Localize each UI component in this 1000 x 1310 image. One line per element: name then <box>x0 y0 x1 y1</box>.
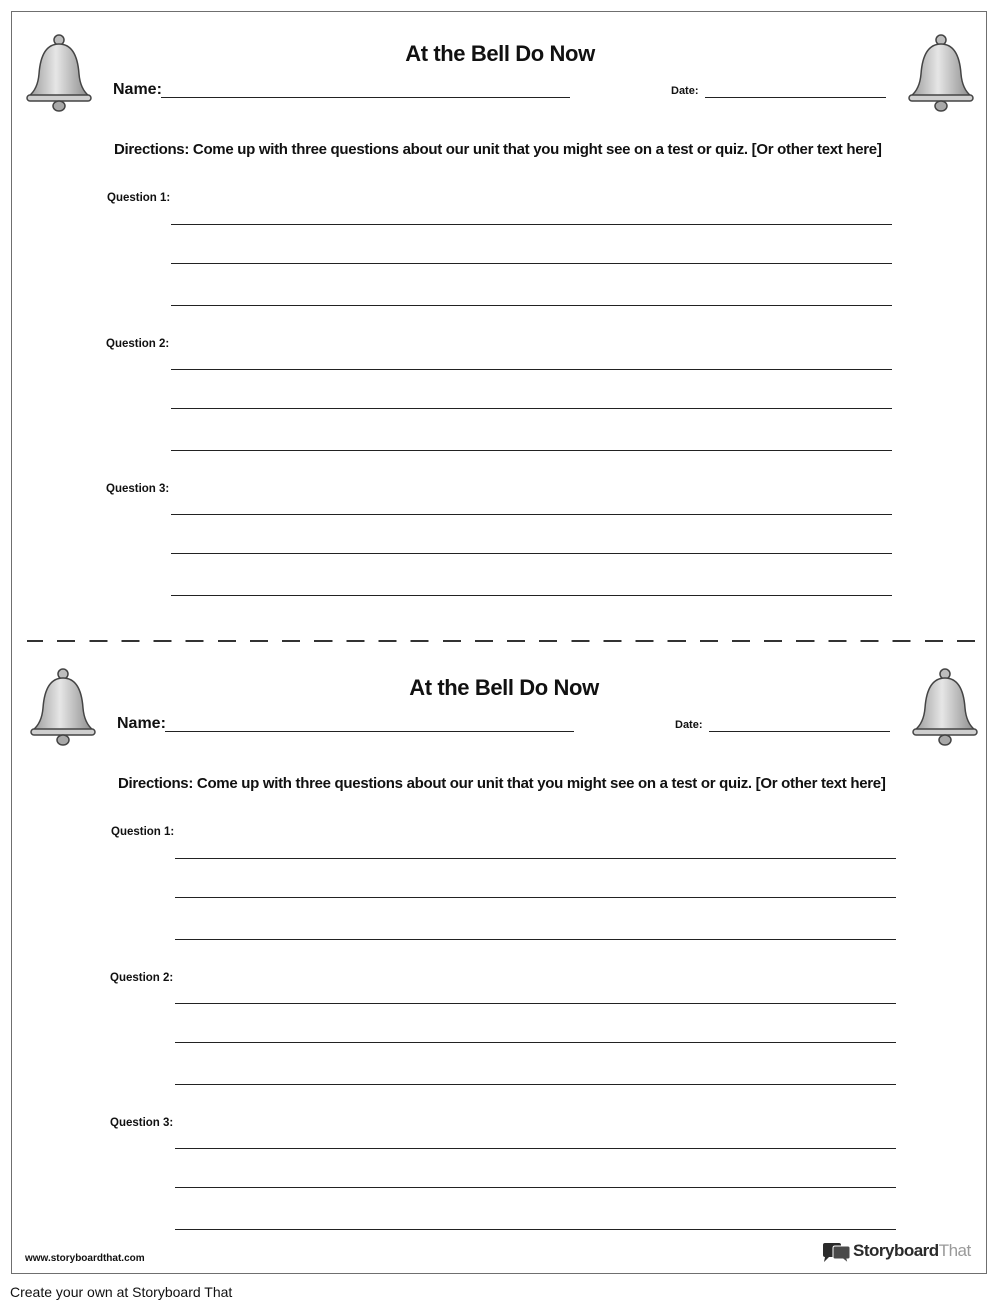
question-1-answer-line[interactable] <box>175 939 896 940</box>
question-1-answer-line[interactable] <box>175 897 896 898</box>
worksheet-page <box>11 11 987 1274</box>
question-2-answer-line[interactable] <box>175 1084 896 1085</box>
brand-name-primary: Storyboard <box>853 1241 939 1260</box>
worksheet-title: At the Bell Do Now <box>405 41 595 66</box>
question-1-label: Question 1: <box>107 192 171 204</box>
question-2-answer-line[interactable] <box>171 450 892 451</box>
worksheet-title: At the Bell Do Now <box>409 675 599 700</box>
date-label: Date: <box>671 85 699 97</box>
brand-name-secondary: That <box>938 1241 971 1260</box>
date-field[interactable] <box>705 97 886 98</box>
cut-line-divider <box>27 640 977 642</box>
question-1-label: Question 1: <box>111 826 175 838</box>
question-2-answer-line[interactable] <box>171 369 892 370</box>
question-3-answer-line[interactable] <box>171 553 892 554</box>
directions-text: Directions: Come up with three questions about our unit that you might see on a test or quiz. [Or other text here] <box>114 141 882 158</box>
question-3-label: Question 3: <box>110 1117 174 1129</box>
bottom-caption[interactable]: Create your own at Storyboard That <box>10 1284 233 1300</box>
name-label: Name: <box>113 81 162 98</box>
question-1-answer-line[interactable] <box>171 305 892 306</box>
name-field[interactable] <box>161 97 570 98</box>
footer-url: www.storyboardthat.com <box>25 1253 145 1264</box>
question-2-answer-line[interactable] <box>175 1042 896 1043</box>
directions-text: Directions: Come up with three questions about our unit that you might see on a test or quiz. [Or other text here] <box>118 775 886 792</box>
worksheet-section-2 <box>12 646 988 1256</box>
storyboardthat-logo-icon <box>821 1242 851 1264</box>
question-1-answer-line[interactable] <box>171 224 892 225</box>
question-1-answer-line[interactable] <box>175 858 896 859</box>
name-field[interactable] <box>165 731 574 732</box>
date-field[interactable] <box>709 731 890 732</box>
worksheet-section-1 <box>12 12 988 622</box>
question-1-answer-line[interactable] <box>171 263 892 264</box>
date-label: Date: <box>675 719 703 731</box>
question-3-answer-line[interactable] <box>175 1229 896 1230</box>
question-2-label: Question 2: <box>106 338 170 350</box>
name-label: Name: <box>117 715 166 732</box>
question-3-label: Question 3: <box>106 483 170 495</box>
question-3-answer-line[interactable] <box>171 514 892 515</box>
storyboardthat-logo <box>821 1241 981 1265</box>
question-3-answer-line[interactable] <box>175 1187 896 1188</box>
question-3-answer-line[interactable] <box>175 1148 896 1149</box>
question-3-answer-line[interactable] <box>171 595 892 596</box>
question-2-answer-line[interactable] <box>175 1003 896 1004</box>
question-2-label: Question 2: <box>110 972 174 984</box>
question-2-answer-line[interactable] <box>171 408 892 409</box>
